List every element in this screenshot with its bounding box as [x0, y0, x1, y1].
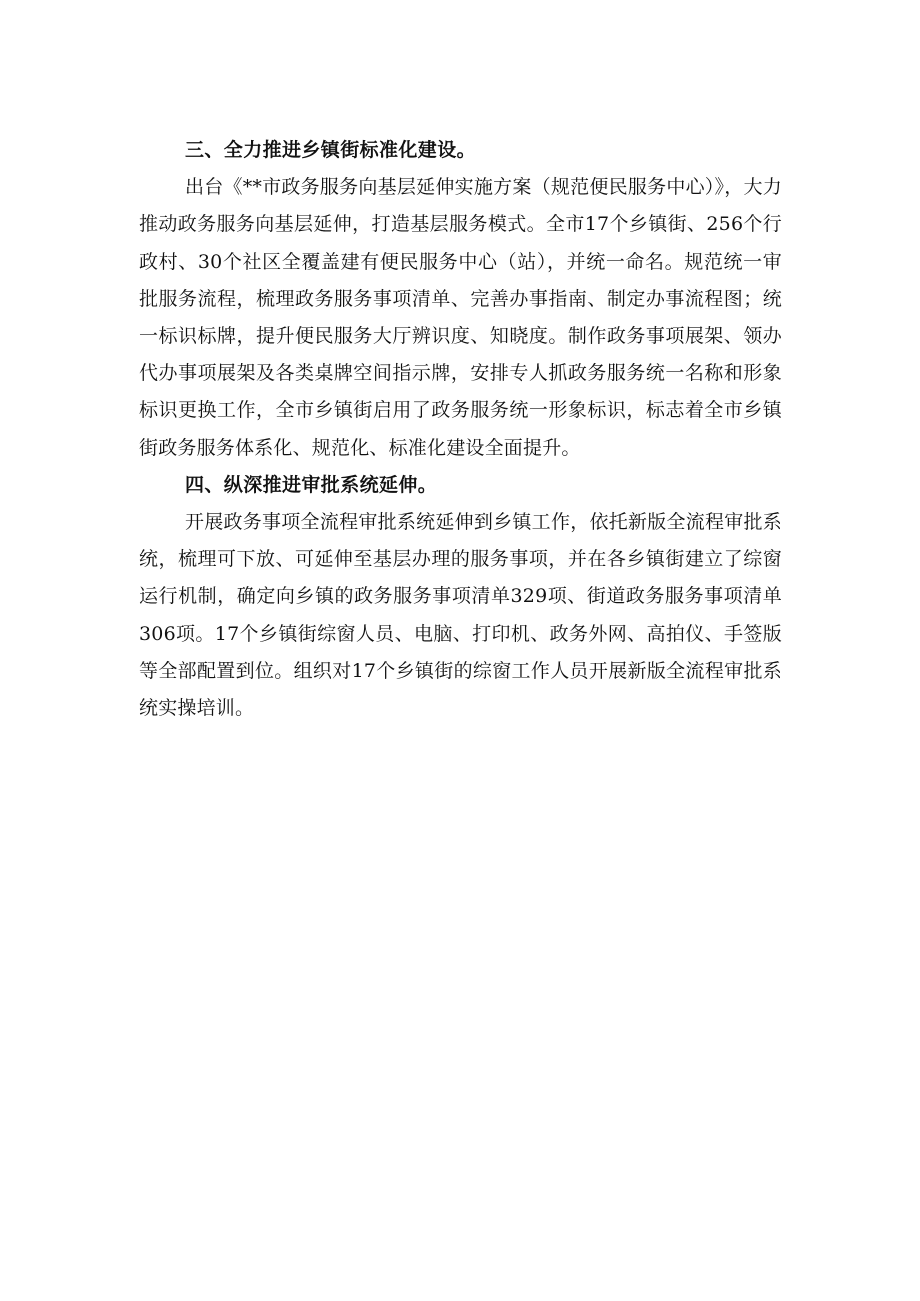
- document-body: [139, 132, 782, 727]
- section-heading-3: 三、全力推进乡镇街标准化建设。: [185, 139, 477, 161]
- section-heading-4: 四、纵深推进审批系统延伸。: [185, 473, 438, 496]
- section-paragraph-3: 出台《**市政务服务向基层延伸实施方案（规范便民服务中心）》，大力推动政务服务向基层延伸，打造基层服务模式。全市17个乡镇街、256个行政村、30个社区全覆盖建有便民服务中心（站），并统一命名。规范统一审批服务流程，梳理政务服务事项清单、完善办事指南、制定办事流程图；统一标识标牌，提升便民服务大厅辨识度、知晓度。制作政务事项展架、领办代办事项展架及各类桌牌空间指示牌，安排专人抓政务服务统一名称和形象标识更换工作，全市乡镇街启用了政务服务统一形象标识，标志着全市乡镇街政务服务体系化、规范化、标准化建设全面提升。: [139, 176, 782, 459]
- section-paragraph-4: 开展政务事项全流程审批系统延伸到乡镇工作，依托新版全流程审批系统，梳理可下放、可延伸至基层办理的服务事项，并在各乡镇街建立了综窗运行机制，确定向乡镇的政务服务事项清单329项、街道政务服务事项清单306项。17个乡镇街综窗人员、电脑、打印机、政务外网、高拍仪、手签版等全部配置到位。组织对17个乡镇街的综窗工作人员开展新版全流程审批系统实操培训。: [139, 511, 782, 720]
